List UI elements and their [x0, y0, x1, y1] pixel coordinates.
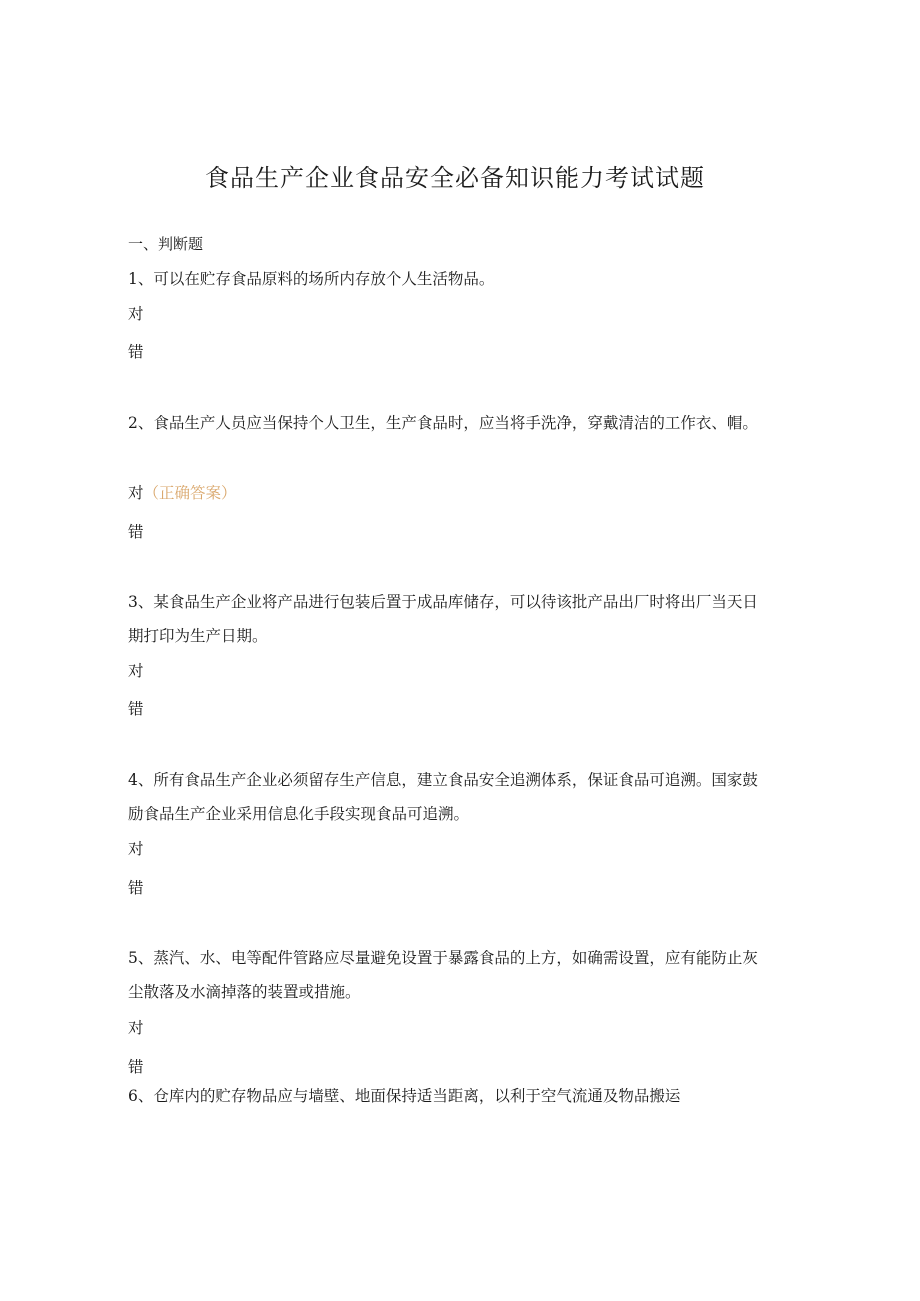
document-title: 食品生产企业食品安全必备知识能力考试试题 [205, 164, 705, 192]
option-label: 对 [128, 840, 144, 858]
question-6-text: 6、仓库内的贮存物品应与墙壁、地面保持适当距离，以利于空气流通及物品搬运 [128, 1087, 681, 1105]
option-label: 对 [128, 305, 144, 323]
question-1-option-false[interactable] [128, 340, 144, 364]
question-2-option-true[interactable] [128, 481, 237, 505]
section-heading: 一、判断题 [128, 235, 204, 253]
option-label: 对 [128, 662, 144, 680]
option-label: 错 [128, 1058, 144, 1076]
question-1-text: 1、可以在贮存食品原料的场所内存放个人生活物品。 [128, 270, 495, 288]
question-3-option-true[interactable] [128, 659, 144, 683]
question-4-option-true[interactable] [128, 837, 144, 861]
question-5-option-false[interactable] [128, 1055, 144, 1079]
option-label: 错 [128, 523, 144, 541]
option-label: 错 [128, 343, 144, 361]
option-label: 错 [128, 879, 144, 897]
question-5-option-true[interactable] [128, 1016, 144, 1040]
question-3-option-false[interactable] [128, 697, 144, 721]
question-4-option-false[interactable] [128, 876, 144, 900]
question-2-text: 2、食品生产人员应当保持个人卫生，生产食品时，应当将手洗净，穿戴清洁的工作衣、帽。 [128, 414, 758, 432]
question-3-text: 3、某食品生产企业将产品进行包装后置于成品库储存，可以待该批产品出厂时将出厂当天日期打印为生产日期。 [128, 593, 758, 645]
question-1-option-true[interactable] [128, 302, 144, 326]
option-label: 对 [128, 484, 144, 502]
question-4-text: 4、所有食品生产企业必须留存生产信息，建立食品安全追溯体系，保证食品可追溯。国家鼓励食品生产企业采用信息化手段实现食品可追溯。 [128, 771, 758, 823]
question-2-option-false[interactable] [128, 520, 144, 544]
option-label: 对 [128, 1019, 144, 1037]
correct-answer-mark: （正确答案） [143, 484, 237, 502]
question-5-text: 5、蒸汽、水、电等配件管路应尽量避免设置于暴露食品的上方，如确需设置，应有能防止灰尘散落及水滴掉落的装置或措施。 [128, 949, 758, 1001]
option-label: 错 [128, 700, 144, 718]
